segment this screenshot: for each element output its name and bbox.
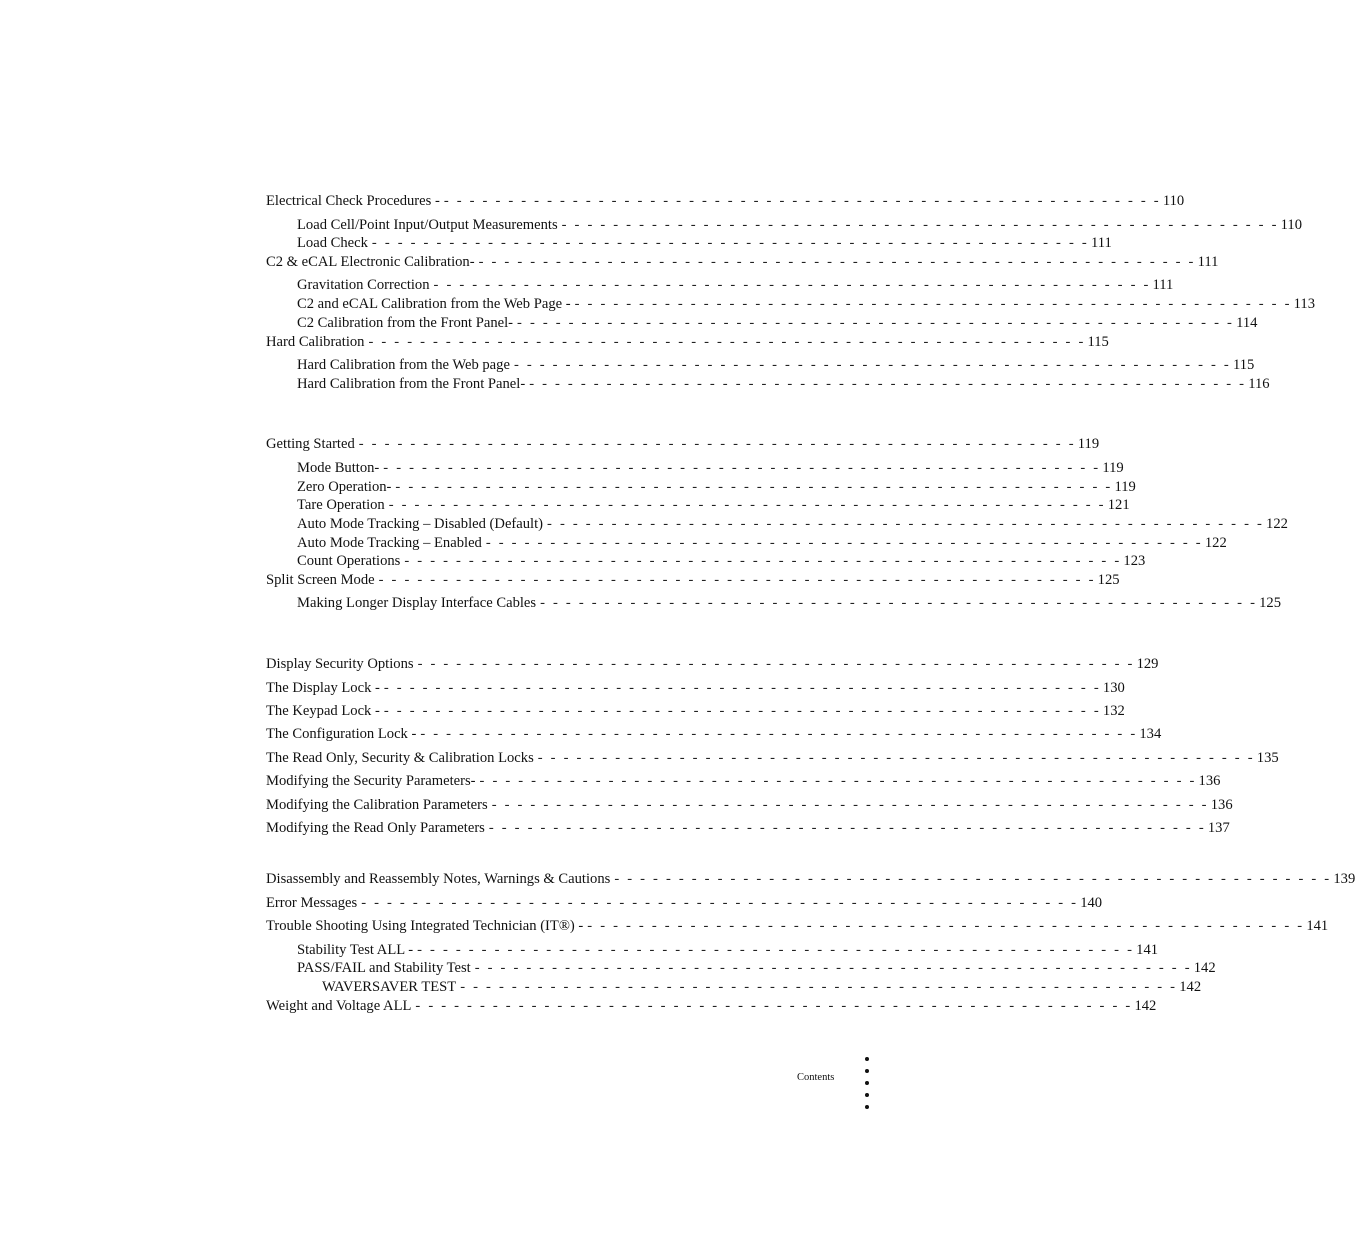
toc-entry-title: Electrical Check Procedures -	[266, 193, 440, 209]
toc-entry[interactable]	[297, 458, 1124, 478]
toc-entry-title: Error Messages	[266, 895, 358, 911]
toc-entry[interactable]	[266, 869, 1355, 889]
toc-entry[interactable]	[297, 514, 1288, 534]
toc-entry-page: 121	[1107, 497, 1130, 513]
toc-entry-title: The Configuration Lock -	[266, 726, 417, 742]
toc-entry[interactable]	[266, 893, 1103, 913]
toc-entry-page: 142	[1193, 960, 1216, 976]
toc-entry-title: Count Operations	[297, 553, 401, 569]
dot-leader: - - - - - - - - - - - - - - - - - - - - - - - - - - - - - - - - - - - - - - - - - - - - - - - - - - - - - - - -	[420, 726, 1138, 742]
toc-entry-page: 110	[1280, 217, 1303, 233]
dot-leader: - - - - - - - - - - - - - - - - - - - - - - - - - - - - - - - - - - - - - - - - - - - - - - - - - - - - - - - -	[383, 703, 1101, 719]
toc-entry[interactable]	[266, 570, 1120, 590]
dot-leader: - - - - - - - - - - - - - - - - - - - - - - - - - - - - - - - - - - - - - - - - - - - - - - - - - - - - - - - -	[361, 895, 1079, 911]
toc-entry-title: Gravitation Correction	[297, 277, 430, 293]
dot-leader: - - - - - - - - - - - - - - - - - - - - - - - - - - - - - - - - - - - - - - - - - - - - - - - - - - - - - - - -	[415, 998, 1133, 1014]
toc-entry[interactable]	[297, 533, 1227, 553]
toc-entry[interactable]	[266, 996, 1157, 1016]
toc-entry-title: PASS/FAIL and Stability Test	[297, 960, 471, 976]
toc-entry-title: Mode Button-	[297, 460, 380, 476]
dot-leader: - - - - - - - - - - - - - - - - - - - - - - - - - - - - - - - - - - - - - - - - - - - - - - - - - - - - - - - -	[395, 479, 1113, 495]
toc-entry-title: The Display Lock -	[266, 680, 380, 696]
toc-entry-title: Trouble Shooting Using Integrated Technician (IT®) -	[266, 918, 584, 934]
dot-leader: - - - - - - - - - - - - - - - - - - - - - - - - - - - - - - - - - - - - - - - - - - - - - - - - - - - - - - - -	[371, 235, 1089, 251]
dot-leader: - - - - - - - - - - - - - - - - - - - - - - - - - - - - - - - - - - - - - - - - - - - - - - - - - - - - - - - -	[368, 334, 1086, 350]
toc-entry[interactable]	[297, 495, 1130, 515]
toc-entry[interactable]	[297, 233, 1112, 253]
dot-leader: - - - - - - - - - - - - - - - - - - - - - - - - - - - - - - - - - - - - - - - - - - - - - - - - - - - - - - - -	[614, 871, 1332, 887]
dot-leader: - - - - - - - - - - - - - - - - - - - - - - - - - - - - - - - - - - - - - - - - - - - - - - - - - - - - - - - -	[460, 979, 1178, 995]
toc-entry-title: Weight and Voltage ALL	[266, 998, 412, 1014]
toc-entry[interactable]	[266, 916, 1329, 936]
dot-icon	[865, 1105, 869, 1109]
dot-leader: - - - - - - - - - - - - - - - - - - - - - - - - - - - - - - - - - - - - - - - - - - - - - - - - - - - - - - - -	[547, 516, 1265, 532]
toc-entry[interactable]	[266, 701, 1125, 721]
toc-entry-title: Load Cell/Point Input/Output Measurements	[297, 217, 558, 233]
toc-entry-page: 134	[1139, 726, 1162, 742]
toc-entry-page: 123	[1123, 553, 1146, 569]
toc-entry-page: 122	[1204, 535, 1227, 551]
toc-entry-title: Modifying the Read Only Parameters	[266, 820, 485, 836]
dot-leader: - - - - - - - - - - - - - - - - - - - - - - - - - - - - - - - - - - - - - - - - - - - - - - - - - - - - - - - -	[540, 595, 1258, 611]
toc-entry[interactable]	[266, 332, 1109, 352]
dot-icon	[865, 1057, 869, 1061]
toc-entry-page: 129	[1136, 656, 1159, 672]
toc-entry[interactable]	[266, 252, 1219, 272]
footer-section-label: Contents	[797, 1072, 835, 1083]
dot-leader: - - - - - - - - - - - - - - - - - - - - - - - - - - - - - - - - - - - - - - - - - - - - - - - - - - - - - - - -	[491, 797, 1209, 813]
dot-leader: - - - - - - - - - - - - - - - - - - - - - - - - - - - - - - - - - - - - - - - - - - - - - - - - - - - - - - - -	[529, 376, 1247, 392]
toc-entry-title: Getting Started	[266, 436, 355, 452]
toc-entry-page: 139	[1333, 871, 1355, 887]
toc-entry-page: 119	[1114, 479, 1136, 495]
dot-leader: - - - - - - - - - - - - - - - - - - - - - - - - - - - - - - - - - - - - - - - - - - - - - - - - - - - - - - - -	[443, 193, 1161, 209]
toc-entry[interactable]	[297, 275, 1174, 295]
toc-entry-page: 135	[1256, 750, 1279, 766]
toc-entry-title: Hard Calibration from the Front Panel-	[297, 376, 526, 392]
toc-entry-title: C2 & eCAL Electronic Calibration-	[266, 254, 475, 270]
toc-entry-page: 140	[1080, 895, 1103, 911]
toc-entry-page: 142	[1179, 979, 1202, 995]
toc-entry[interactable]	[297, 477, 1136, 497]
dot-leader: - - - - - - - - - - - - - - - - - - - - - - - - - - - - - - - - - - - - - - - - - - - - - - - - - - - - - - - -	[537, 750, 1255, 766]
toc-entry[interactable]	[322, 977, 1202, 997]
dot-leader: - - - - - - - - - - - - - - - - - - - - - - - - - - - - - - - - - - - - - - - - - - - - - - - - - - - - - - - -	[404, 553, 1122, 569]
dot-icon	[865, 1093, 869, 1097]
dot-leader: - - - - - - - - - - - - - - - - - - - - - - - - - - - - - - - - - - - - - - - - - - - - - - - - - - - - - - - -	[485, 535, 1203, 551]
toc-entry[interactable]	[266, 795, 1233, 815]
dot-leader: - - - - - - - - - - - - - - - - - - - - - - - - - - - - - - - - - - - - - - - - - - - - - - - - - - - - - - - -	[378, 572, 1096, 588]
toc-entry[interactable]	[266, 678, 1125, 698]
toc-entry-page: 111	[1197, 254, 1219, 270]
toc-entry-title: Auto Mode Tracking – Disabled (Default)	[297, 516, 544, 532]
toc-entry[interactable]	[297, 374, 1270, 394]
toc-entry-page: 130	[1102, 680, 1125, 696]
toc-entry-title: Modifying the Security Parameters-	[266, 773, 476, 789]
toc-entry-page: 115	[1232, 357, 1255, 373]
toc-entry-title: C2 and eCAL Calibration from the Web Page -	[297, 296, 571, 312]
toc-entry-title: Display Security Options	[266, 656, 414, 672]
toc-entry-title: Split Screen Mode	[266, 572, 375, 588]
toc-entry-title: Auto Mode Tracking – Enabled	[297, 535, 482, 551]
toc-entry-title: Load Check	[297, 235, 368, 251]
toc-entry-page: 119	[1102, 460, 1124, 476]
toc-entry[interactable]	[297, 313, 1258, 333]
toc-entry-title: Tare Operation	[297, 497, 385, 513]
toc-entry-page: 113	[1293, 296, 1315, 312]
dot-leader: - - - - - - - - - - - - - - - - - - - - - - - - - - - - - - - - - - - - - - - - - - - - - - - - - - - - - - - -	[561, 217, 1279, 233]
toc-entry-page: 141	[1306, 918, 1329, 934]
toc-entry-page: 125	[1259, 595, 1282, 611]
dot-leader: - - - - - - - - - - - - - - - - - - - - - - - - - - - - - - - - - - - - - - - - - - - - - - - - - - - - - - - -	[587, 918, 1305, 934]
decorative-dots	[865, 1057, 871, 1117]
toc-entry-title: Hard Calibration	[266, 334, 365, 350]
toc-entry[interactable]	[266, 191, 1185, 211]
dot-leader: - - - - - - - - - - - - - - - - - - - - - - - - - - - - - - - - - - - - - - - - - - - - - - - - - - - - - - - -	[388, 497, 1106, 513]
toc-entry-page: 116	[1248, 376, 1270, 392]
toc-entry[interactable]	[266, 434, 1100, 454]
toc-entry-title: Zero Operation-	[297, 479, 392, 495]
toc-entry-page: 136	[1210, 797, 1233, 813]
dot-leader: - - - - - - - - - - - - - - - - - - - - - - - - - - - - - - - - - - - - - - - - - - - - - - - - - - - - - - - -	[417, 656, 1135, 672]
dot-leader: - - - - - - - - - - - - - - - - - - - - - - - - - - - - - - - - - - - - - - - - - - - - - - - - - - - - - - - -	[474, 960, 1192, 976]
toc-entry-page: 114	[1236, 315, 1258, 331]
dot-leader: - - - - - - - - - - - - - - - - - - - - - - - - - - - - - - - - - - - - - - - - - - - - - - - - - - - - - - - -	[479, 773, 1197, 789]
dot-leader: - - - - - - - - - - - - - - - - - - - - - - - - - - - - - - - - - - - - - - - - - - - - - - - - - - - - - - - -	[433, 277, 1151, 293]
toc-entry[interactable]	[266, 748, 1279, 768]
toc-entry-page: 125	[1097, 572, 1120, 588]
toc-entry[interactable]	[297, 551, 1146, 571]
toc-entry-page: 115	[1087, 334, 1109, 350]
dot-leader: - - - - - - - - - - - - - - - - - - - - - - - - - - - - - - - - - - - - - - - - - - - - - - - - - - - - - - - -	[383, 680, 1101, 696]
toc-entry-title: Stability Test ALL -	[297, 942, 414, 958]
toc-entry[interactable]	[297, 940, 1159, 960]
toc-entry-page: 111	[1090, 235, 1112, 251]
toc-entry-page: 142	[1134, 998, 1157, 1014]
toc-entry-title: Disassembly and Reassembly Notes, Warnings & Cautions	[266, 871, 611, 887]
toc-entry-page: 111	[1152, 277, 1174, 293]
toc-entry-page: 122	[1266, 516, 1288, 532]
toc-entry-title: Making Longer Display Interface Cables	[297, 595, 537, 611]
toc-entry-page: 119	[1077, 436, 1100, 452]
toc-entry[interactable]	[266, 654, 1159, 674]
toc-entry-page: 132	[1102, 703, 1125, 719]
toc-entry-page: 136	[1198, 773, 1221, 789]
toc-entry[interactable]	[297, 593, 1282, 613]
dot-leader: - - - - - - - - - - - - - - - - - - - - - - - - - - - - - - - - - - - - - - - - - - - - - - - - - - - - - - - -	[478, 254, 1196, 270]
toc-entry-title: Hard Calibration from the Web page	[297, 357, 510, 373]
dot-leader: - - - - - - - - - - - - - - - - - - - - - - - - - - - - - - - - - - - - - - - - - - - - - - - - - - - - - - - -	[358, 436, 1076, 452]
dot-leader: - - - - - - - - - - - - - - - - - - - - - - - - - - - - - - - - - - - - - - - - - - - - - - - - - - - - - - - -	[574, 296, 1292, 312]
toc-entry-title: Modifying the Calibration Parameters	[266, 797, 488, 813]
toc-entry[interactable]	[266, 724, 1162, 744]
toc-entry-page: 141	[1136, 942, 1159, 958]
toc-entry[interactable]	[266, 771, 1221, 791]
toc-entry-title: The Keypad Lock -	[266, 703, 380, 719]
dot-leader: - - - - - - - - - - - - - - - - - - - - - - - - - - - - - - - - - - - - - - - - - - - - - - - - - - - - - - - -	[513, 357, 1231, 373]
toc-entry[interactable]	[297, 294, 1315, 314]
toc-entry[interactable]	[266, 818, 1230, 838]
toc-entry-page: 137	[1207, 820, 1230, 836]
toc-entry[interactable]	[297, 215, 1303, 235]
dot-leader: - - - - - - - - - - - - - - - - - - - - - - - - - - - - - - - - - - - - - - - - - - - - - - - - - - - - - - - -	[517, 315, 1235, 331]
toc-entry-title: C2 Calibration from the Front Panel-	[297, 315, 514, 331]
dot-icon	[865, 1069, 869, 1073]
toc-entry-title: The Read Only, Security & Calibration Locks	[266, 750, 534, 766]
toc-entry-title: WAVERSAVER TEST	[322, 979, 457, 995]
toc-entry[interactable]	[297, 958, 1216, 978]
dot-leader: - - - - - - - - - - - - - - - - - - - - - - - - - - - - - - - - - - - - - - - - - - - - - - - - - - - - - - - -	[417, 942, 1135, 958]
dot-leader: - - - - - - - - - - - - - - - - - - - - - - - - - - - - - - - - - - - - - - - - - - - - - - - - - - - - - - - -	[383, 460, 1101, 476]
toc-entry[interactable]	[297, 355, 1255, 375]
dot-icon	[865, 1081, 869, 1085]
toc-entry-page: 110	[1162, 193, 1185, 209]
dot-leader: - - - - - - - - - - - - - - - - - - - - - - - - - - - - - - - - - - - - - - - - - - - - - - - - - - - - - - - -	[488, 820, 1206, 836]
